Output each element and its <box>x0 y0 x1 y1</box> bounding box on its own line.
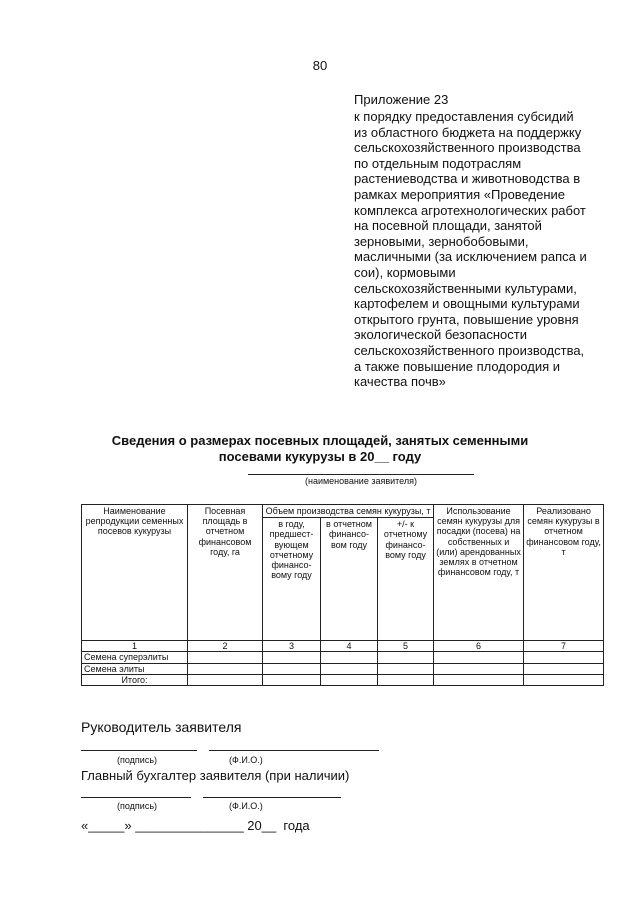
applicant-name-line[interactable] <box>248 474 474 475</box>
applicant-name-caption: (наименование заявителя) <box>304 476 418 486</box>
appendix-line: по отдельным подотраслям <box>354 155 522 171</box>
table-cell[interactable] <box>321 652 378 663</box>
header-difference: +/- к отчетному финансо-вому году <box>378 518 434 641</box>
header-reproduction: Наименование репродукции семенных посевов кукурузы <box>82 505 188 641</box>
table-row <box>82 663 604 674</box>
table-cell[interactable] <box>378 663 434 674</box>
head-signature-caption: (подпись) <box>117 755 158 765</box>
table-row <box>82 652 604 663</box>
table-cell[interactable] <box>188 652 263 663</box>
column-number: 7 <box>524 641 604 652</box>
accountant-name-line[interactable] <box>203 797 341 798</box>
accountant-signature-label: Главный бухгалтер заявителя (при наличии) <box>81 768 350 783</box>
row-label-total: Итого: <box>82 674 188 685</box>
appendix-line: сельскохозяйственного производства <box>354 140 581 156</box>
table-cell[interactable] <box>434 663 524 674</box>
table-cell[interactable] <box>188 674 263 685</box>
appendix-line: качества почв» <box>354 374 446 390</box>
appendix-line: комплекса агротехнологических работ <box>354 202 586 218</box>
appendix-line: экологической безопасности <box>354 327 527 343</box>
table-cell[interactable] <box>434 652 524 663</box>
table-cell[interactable] <box>263 663 321 674</box>
form-title <box>0 433 640 465</box>
date-line[interactable]: «_____» _______________ 20__ года <box>81 818 310 833</box>
appendix-line: из областного бюджета на поддержку <box>354 124 582 140</box>
table-cell[interactable] <box>263 674 321 685</box>
header-seed-usage: Использование семян кукурузы для посадки (посева) на собственных и (или) арендованных землях в отчетном финансовом году, т <box>434 505 524 641</box>
table-row <box>82 674 604 685</box>
row-label: Семена суперэлиты <box>82 652 188 663</box>
accountant-name-caption: (Ф.И.О.) <box>229 801 263 811</box>
appendix-line: рамках мероприятия «Проведение <box>354 186 566 202</box>
accountant-signature-line[interactable] <box>81 797 191 798</box>
row-label: Семена элиты <box>82 663 188 674</box>
column-number: 6 <box>434 641 524 652</box>
appendix-line: масличными (за исключением рапса и <box>354 249 587 265</box>
table-cell[interactable] <box>378 652 434 663</box>
appendix-line: на посевной площади, занятой <box>354 218 542 234</box>
table-cell[interactable] <box>188 663 263 674</box>
appendix-text <box>354 109 614 390</box>
table-cell[interactable] <box>524 663 604 674</box>
appendix-title: Приложение 23 <box>354 92 449 107</box>
form-title-line: Сведения о размерах посевных площадей, занятых семенными <box>111 433 529 448</box>
appendix-line: сельскохозяйственными культурами, <box>354 280 577 296</box>
table-cell[interactable] <box>434 674 524 685</box>
seed-table <box>81 504 604 686</box>
appendix-line: сельскохозяйственного производства, <box>354 342 585 358</box>
table-cell[interactable] <box>321 674 378 685</box>
header-production-volume: Объем производства семян кукурузы, т <box>263 505 434 518</box>
appendix-line: а также повышение плодородия и <box>354 358 561 374</box>
table-cell[interactable] <box>378 674 434 685</box>
column-number: 5 <box>378 641 434 652</box>
appendix-line: зерновыми, зернобобовыми, <box>354 233 529 249</box>
head-signature-line[interactable] <box>81 750 197 751</box>
header-reporting-year: в отчетном финансо-вом году <box>321 518 378 641</box>
header-sown-area: Посевная площадь в отчетном финансовом году, га <box>188 505 263 641</box>
table-cell[interactable] <box>321 663 378 674</box>
head-signature-label: Руководитель заявителя <box>81 719 242 735</box>
accountant-signature-caption: (подпись) <box>117 801 158 811</box>
form-title-line: посевами кукурузы в 20__ году <box>218 449 422 464</box>
table-cell[interactable] <box>524 652 604 663</box>
appendix-line: к порядку предоставления субсидий <box>354 109 574 124</box>
appendix-line: картофелем и овощными культурами <box>354 296 580 312</box>
header-previous-year: в году, предшест-вующем отчетному финансо-вому году <box>263 518 321 641</box>
appendix-line: открытого грунта, повышение уровня <box>354 311 579 327</box>
table-cell[interactable] <box>524 674 604 685</box>
column-number: 3 <box>263 641 321 652</box>
head-name-line[interactable] <box>209 750 379 751</box>
column-number: 2 <box>188 641 263 652</box>
column-number: 1 <box>82 641 188 652</box>
appendix-line: сои), кормовыми <box>354 264 456 280</box>
table-cell[interactable] <box>263 652 321 663</box>
page-number: 80 <box>312 58 328 73</box>
head-name-caption: (Ф.И.О.) <box>229 755 263 765</box>
column-number: 4 <box>321 641 378 652</box>
header-seeds-sold: Реализовано семян кукурузы в отчетном финансовом году, т <box>524 505 604 641</box>
appendix-line: растениеводства и животноводства в <box>354 171 581 187</box>
